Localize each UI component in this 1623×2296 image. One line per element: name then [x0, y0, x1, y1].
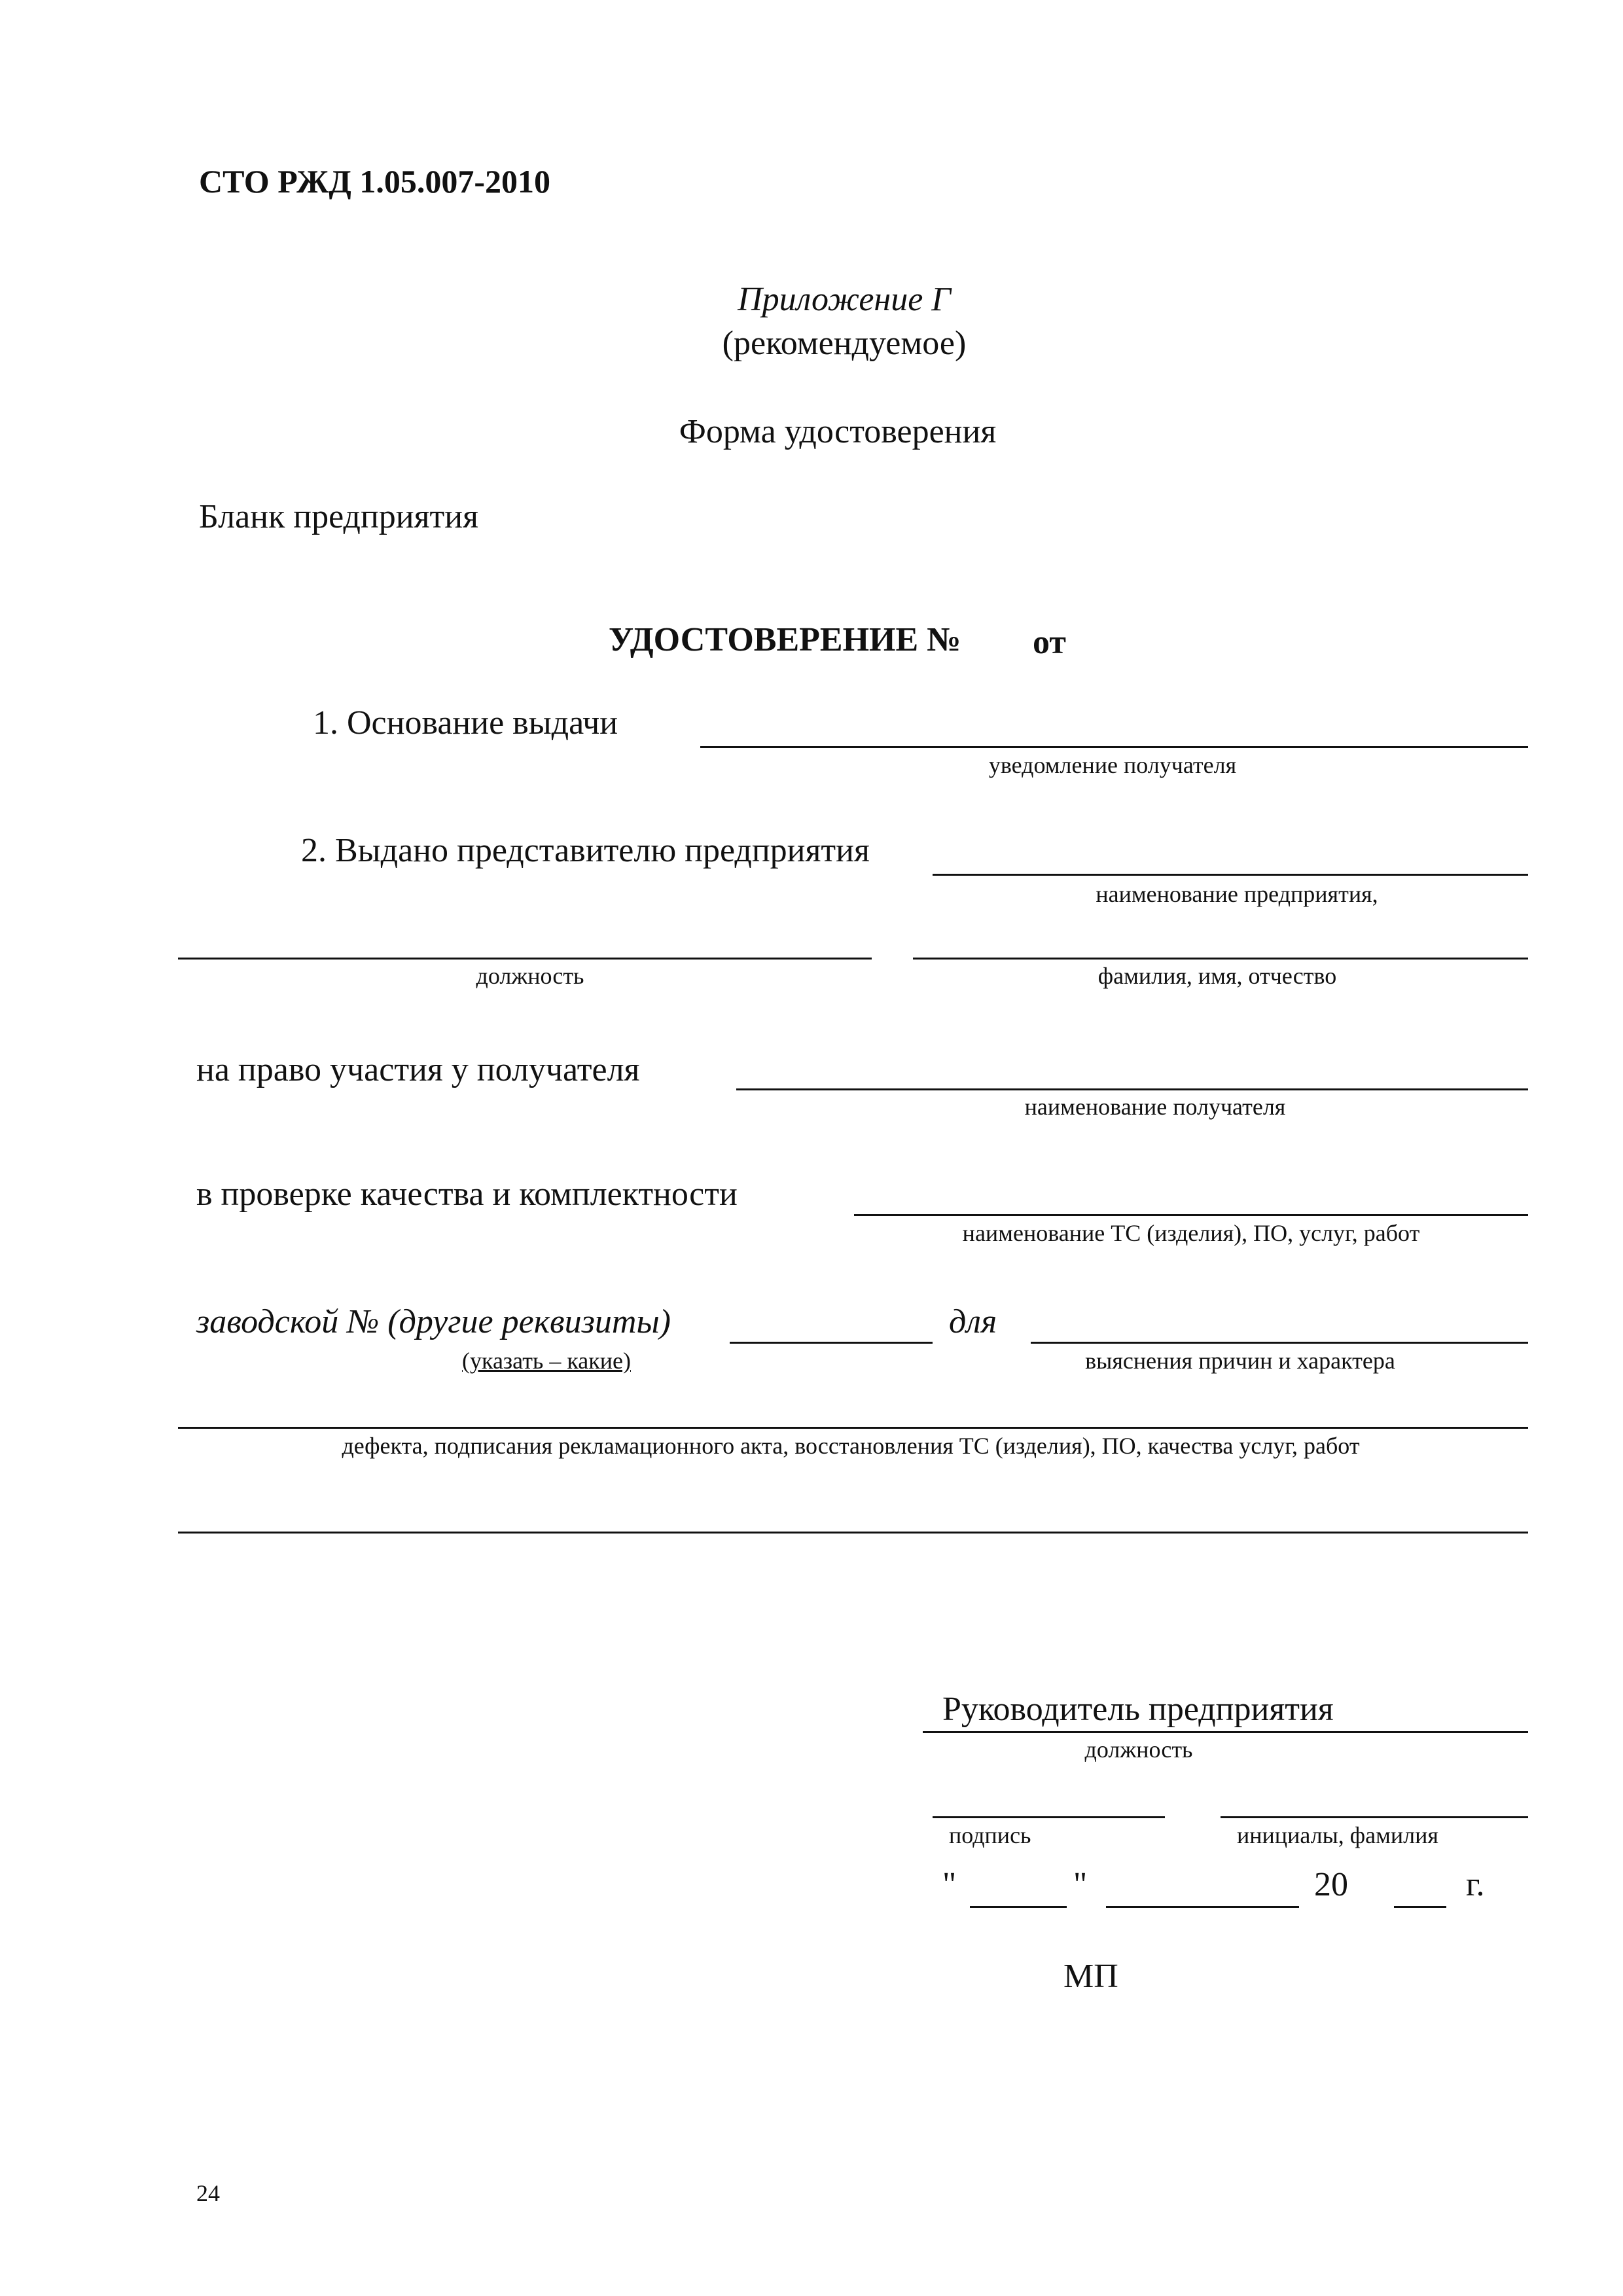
- right-caption: наименование получателя: [1024, 1094, 1286, 1120]
- stamp-label: МП: [1063, 1958, 1118, 1995]
- basis-caption: уведомление получателя: [988, 752, 1237, 778]
- day-line[interactable]: [970, 1906, 1067, 1908]
- product-line[interactable]: [854, 1214, 1528, 1216]
- month-line[interactable]: [1106, 1906, 1299, 1908]
- page-number: 24: [196, 2180, 220, 2206]
- recipient-line[interactable]: [736, 1088, 1528, 1090]
- fullname-line[interactable]: [913, 958, 1528, 960]
- position-line[interactable]: [178, 958, 872, 960]
- serial-line[interactable]: [730, 1342, 933, 1344]
- certificate-title: УДОСТОВЕРЕНИЕ №: [609, 621, 961, 658]
- serial-label: заводской № (другие реквизиты): [196, 1303, 671, 1340]
- letterhead-label: Бланк предприятия: [199, 498, 479, 535]
- check-caption: наименование ТС (изделия), ПО, услуг, работ: [962, 1220, 1420, 1246]
- standard-code: СТО РЖД 1.05.007-2010: [199, 163, 550, 200]
- appendix-title: Приложение Г: [738, 281, 951, 318]
- purpose-line[interactable]: [1031, 1342, 1528, 1344]
- basis-label: 1. Основание выдачи: [313, 704, 618, 742]
- extra-line[interactable]: [178, 1532, 1528, 1534]
- form-name: Форма удостоверения: [679, 413, 997, 450]
- signature-line[interactable]: [933, 1816, 1165, 1818]
- issued-label: 2. Выдано представителю предприятия: [301, 832, 870, 869]
- head-title-line[interactable]: [923, 1731, 1528, 1733]
- signature-caption: подпись: [949, 1822, 1031, 1848]
- reason-caption: выяснения причин и характера: [1085, 1348, 1395, 1374]
- year-line[interactable]: [1394, 1906, 1446, 1908]
- initials-line[interactable]: [1221, 1816, 1528, 1818]
- certificate-date-prefix: от: [1033, 624, 1066, 661]
- serial-caption: (указать – какие): [462, 1348, 631, 1374]
- basis-line[interactable]: [700, 746, 1528, 748]
- appendix-status: (рекомендуемое): [722, 325, 967, 362]
- year-prefix: 20: [1314, 1866, 1348, 1903]
- year-suffix: г.: [1466, 1866, 1485, 1903]
- for-label: для: [949, 1303, 997, 1340]
- defect-line[interactable]: [178, 1427, 1528, 1429]
- issued-line[interactable]: [933, 874, 1528, 876]
- head-title: Руководитель предприятия: [942, 1691, 1334, 1728]
- issued-caption: наименование предприятия,: [1096, 881, 1378, 907]
- initials-caption: инициалы, фамилия: [1237, 1822, 1438, 1848]
- position-caption: должность: [476, 963, 584, 989]
- head-position-caption: должность: [1084, 1736, 1193, 1763]
- check-label: в проверке качества и комплектности: [196, 1175, 738, 1213]
- quote-close: ": [1073, 1866, 1088, 1903]
- defect-caption: дефекта, подписания рекламационного акта, восстановления ТС (изделия), ПО, качества услуг, работ: [342, 1433, 1360, 1459]
- fullname-caption: фамилия, имя, отчество: [1097, 963, 1337, 989]
- quote-open: ": [942, 1866, 957, 1903]
- right-label: на право участия у получателя: [196, 1051, 640, 1088]
